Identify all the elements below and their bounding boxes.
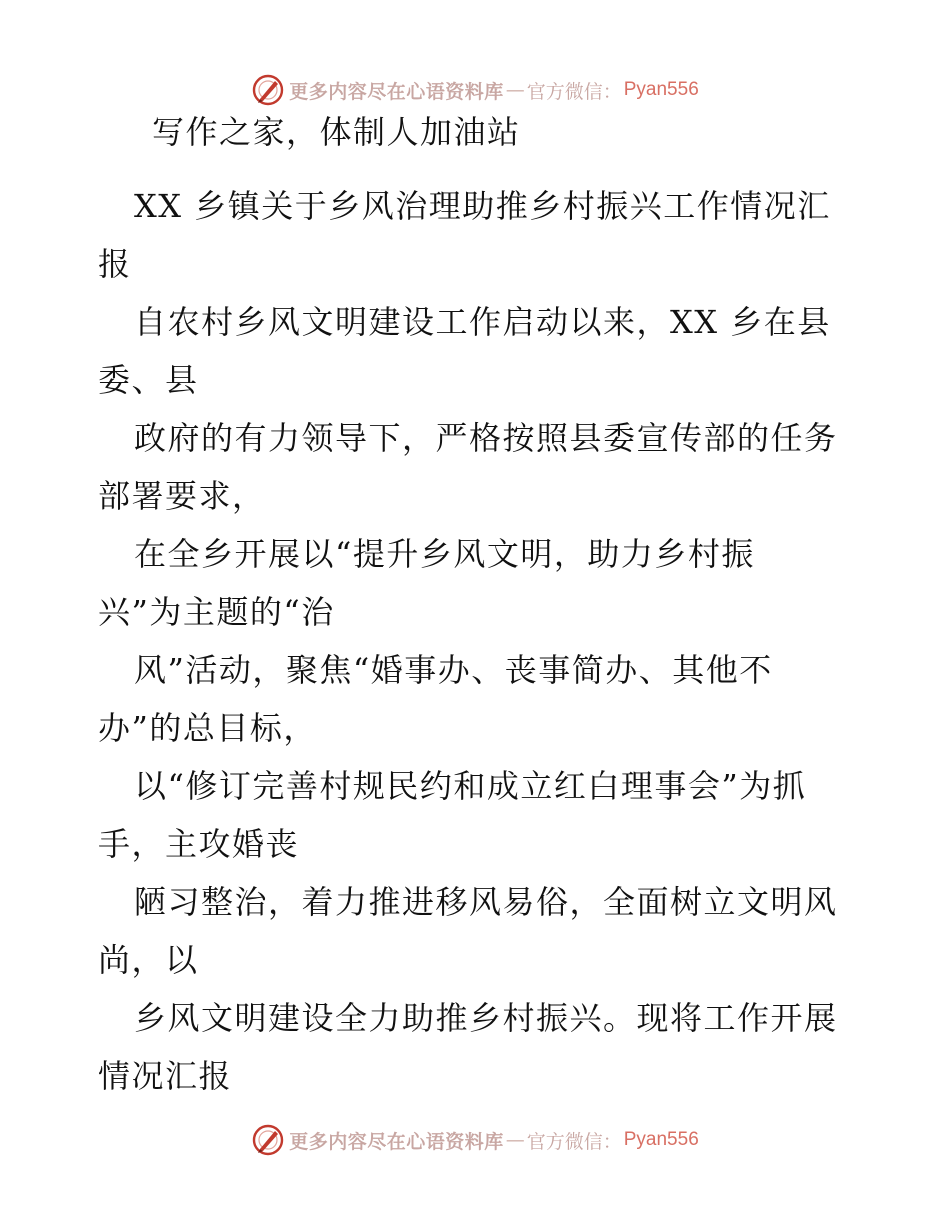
- paragraph-line: 情况汇报: [98, 1057, 233, 1095]
- paragraph-line: 风”活动，聚焦“婚事办、丧事简办、其他不: [134, 651, 773, 689]
- watermark-text: 更多内容尽在心语资料库: [289, 1130, 504, 1153]
- watermark-sub: 官方微信：: [526, 1130, 622, 1153]
- paragraph-line: 政府的有力领导下，严格按照县委宣传部的任务: [134, 419, 838, 457]
- pen-logo-icon: [251, 73, 285, 107]
- paragraph-line: 自农村乡风文明建设工作启动以来，XX 乡在县: [134, 303, 831, 341]
- paragraph-line: 部署要求，: [98, 477, 266, 515]
- watermark-separator: —: [505, 79, 525, 101]
- pen-logo-icon: [251, 1123, 285, 1157]
- watermark-banner-bottom: [0, 1120, 950, 1160]
- document-title-line-2: 报: [98, 245, 132, 283]
- paragraph-line: 乡风文明建设全力助推乡村振兴。现将工作开展: [134, 999, 838, 1037]
- paragraph-line: 办”的总目标，: [98, 709, 317, 747]
- watermark-separator: —: [505, 1129, 525, 1151]
- watermark-handle: Pyan556: [623, 79, 699, 100]
- paragraph-line: 以“修订完善村规民约和成立红白理事会”为抓: [134, 767, 807, 805]
- paragraph-line: 兴”为主题的“治: [98, 593, 335, 631]
- watermark-banner-top: [0, 70, 950, 110]
- paragraph-line: 手，主攻婚丧: [98, 825, 300, 863]
- site-tagline: 写作之家，体制人加油站: [152, 113, 521, 151]
- watermark-text: 更多内容尽在心语资料库: [289, 80, 504, 103]
- watermark-handle: Pyan556: [623, 1129, 699, 1150]
- document-title-line-1: XX 乡镇关于乡风治理助推乡村振兴工作情况汇: [134, 187, 831, 225]
- watermark-sub: 官方微信：: [526, 80, 622, 103]
- paragraph-line: 尚，以: [98, 941, 199, 979]
- paragraph-line: 陋习整治，着力推进移风易俗，全面树立文明风: [134, 883, 838, 921]
- paragraph-line: 在全乡开展以“提升乡风文明，助力乡村振: [134, 535, 755, 573]
- paragraph-line: 委、县: [98, 361, 199, 399]
